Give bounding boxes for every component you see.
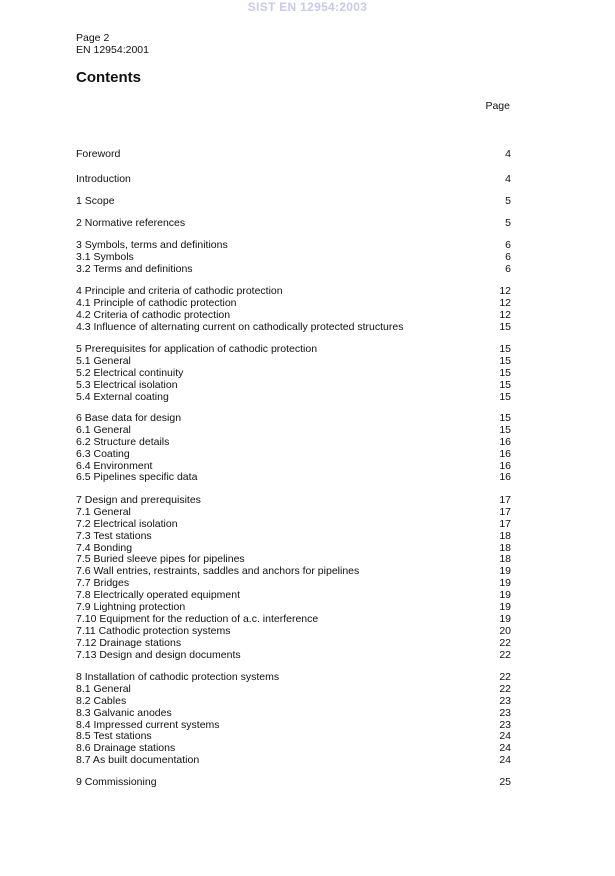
toc-entry[interactable] [76, 696, 511, 708]
toc-section [76, 344, 511, 403]
toc-entry-title: 7.3 Test stations [76, 529, 152, 542]
toc-entry-title: 6.3 Coating [76, 447, 130, 460]
toc-entry-page: 6 [505, 239, 511, 251]
toc-entry[interactable] [76, 368, 511, 380]
toc-section [76, 240, 511, 276]
toc-entry-page: 17 [499, 505, 511, 518]
toc-entry-page: 15 [499, 366, 511, 379]
toc-entry-page: 19 [499, 612, 511, 625]
toc-entry-title: 5.3 Electrical isolation [76, 378, 178, 391]
toc-entry-page: 22 [499, 648, 511, 661]
toc-entry-title: 7.2 Electrical isolation [76, 517, 178, 530]
toc-entry-title: 7.8 Electrically operated equipment [76, 589, 241, 602]
toc-entry-page: 15 [499, 390, 511, 403]
toc-entry-page: 22 [499, 636, 511, 649]
toc-entry[interactable] [76, 392, 511, 404]
toc-section [76, 495, 511, 661]
toc-entry-page: 17 [499, 517, 511, 530]
toc-entry-title: 4.3 Influence of alternating current on cathodically protected structures [76, 320, 404, 333]
toc-entry-title: 4 Principle and criteria of cathodic protection [76, 285, 283, 297]
toc-entry[interactable] [76, 672, 511, 684]
toc-entry-page: 24 [499, 730, 511, 743]
toc-entry-title: 8.2 Cables [76, 694, 127, 707]
toc-entry-page: 15 [499, 320, 511, 333]
toc-entry-page: 16 [499, 471, 511, 484]
page-header [76, 32, 149, 56]
toc-entry-title: 5.2 Electrical continuity [76, 366, 184, 379]
toc-entry-title: 5.4 External coating [76, 390, 169, 403]
toc-entry[interactable] [76, 252, 511, 264]
toc-entry-title: 8.5 Test stations [76, 730, 152, 743]
toc-entry[interactable] [76, 356, 511, 368]
toc-entry-page: 5 [505, 195, 511, 207]
toc-entry-page: 23 [499, 706, 511, 719]
toc-entry-title: 8.1 General [76, 682, 131, 695]
toc-entry[interactable] [76, 566, 511, 578]
standard-id: EN 12954:2001 [76, 44, 149, 56]
watermark: SIST EN 12954:2003 [247, 0, 368, 14]
toc-entry[interactable] [76, 614, 511, 626]
toc-entry-title: 8.7 As built documentation [76, 754, 200, 767]
toc-section [76, 286, 511, 334]
toc-entry[interactable] [76, 495, 511, 507]
toc-entry[interactable] [76, 240, 511, 252]
toc-entry-title: 9 Commissioning [76, 776, 157, 788]
toc-entry-title: 7.4 Bonding [76, 541, 133, 554]
toc-section [76, 218, 511, 230]
toc-entry-page: 17 [499, 494, 511, 506]
toc-entry-title: 4.1 Principle of cathodic protection [76, 296, 237, 309]
toc-entry-page: 6 [505, 262, 511, 275]
toc-entry[interactable] [76, 380, 511, 392]
toc-entry-page: 12 [499, 285, 511, 297]
toc-entry-page: 19 [499, 589, 511, 602]
toc-entry-title: 5 Prerequisites for application of cathodic protection [76, 343, 318, 355]
toc-entry[interactable] [76, 708, 511, 720]
toc-entry[interactable] [76, 218, 511, 230]
toc-section [76, 196, 511, 208]
toc-entry[interactable] [76, 507, 511, 519]
toc-entry-page: 23 [499, 718, 511, 731]
toc-entry-title: 6.1 General [76, 423, 131, 436]
toc-entry-page: 19 [499, 601, 511, 614]
toc-entry-page: 18 [499, 553, 511, 566]
toc-entry-page: 4 [505, 173, 511, 185]
toc-entry-title: 3 Symbols, terms and definitions [76, 239, 228, 251]
toc-entry-page: 15 [499, 412, 511, 424]
toc-section [76, 413, 511, 484]
toc-entry-page: 15 [499, 423, 511, 436]
toc-entry-page: 12 [499, 296, 511, 309]
toc-entry-title: 7.9 Lightning protection [76, 601, 186, 614]
toc-entry-page: 18 [499, 541, 511, 554]
toc-entry-page: 19 [499, 577, 511, 590]
toc-entry-title: 7.12 Drainage stations [76, 636, 182, 649]
toc-entry[interactable] [76, 472, 511, 484]
toc-entry[interactable] [76, 684, 511, 696]
toc-entry-page: 25 [499, 776, 511, 788]
toc-entry-title: 7.13 Design and design documents [76, 648, 241, 661]
toc-entry[interactable] [76, 626, 511, 638]
toc-entry[interactable] [76, 425, 511, 437]
toc-entry[interactable] [76, 755, 511, 767]
toc-entry-page: 6 [505, 250, 511, 263]
toc-entry-title: 5.1 General [76, 354, 131, 367]
toc-section [76, 777, 511, 789]
toc-entry-page: 16 [499, 459, 511, 472]
toc-entry[interactable] [76, 196, 511, 208]
toc-entry-title: Introduction [76, 173, 131, 185]
toc-entry-title: 7.1 General [76, 505, 131, 518]
toc-entry-title: Foreword [76, 148, 121, 160]
toc-entry-title: 3.2 Terms and definitions [76, 262, 193, 275]
toc-entry-page: 15 [499, 378, 511, 391]
toc-entry-title: 1 Scope [76, 195, 115, 207]
toc-entry[interactable] [76, 650, 511, 662]
toc-entry-page: 22 [499, 682, 511, 695]
toc-entry[interactable] [76, 638, 511, 650]
toc-entry-page: 12 [499, 308, 511, 321]
toc-entry[interactable] [76, 531, 511, 543]
toc-entry[interactable] [76, 264, 511, 276]
toc-entry[interactable] [76, 298, 511, 310]
toc-entry[interactable] [76, 449, 511, 461]
toc-entry-page: 23 [499, 694, 511, 707]
toc-section [76, 174, 511, 186]
toc-entry-title: 8 Installation of cathodic protection systems [76, 671, 280, 683]
toc-entry-page: 4 [505, 148, 511, 160]
toc-entry-page: 22 [499, 671, 511, 683]
toc-entry-page: 16 [499, 447, 511, 460]
toc-entry-title: 7 Design and prerequisites [76, 494, 201, 506]
toc-entry-title: 7.10 Equipment for the reduction of a.c. interference [76, 612, 319, 625]
toc-entry-page: 24 [499, 742, 511, 755]
toc-entry-title: 7.7 Bridges [76, 577, 130, 590]
toc-entry-title: 6.4 Environment [76, 459, 153, 472]
toc-entry-title: 7.11 Cathodic protection systems [76, 624, 231, 637]
toc-entry-title: 6 Base data for design [76, 412, 182, 424]
toc-entry[interactable] [76, 413, 511, 425]
page-column-label: Page [485, 100, 510, 112]
toc-entry-page: 15 [499, 343, 511, 355]
toc-entry[interactable] [76, 777, 511, 789]
toc-entry-page: 20 [499, 624, 511, 637]
toc-section [76, 149, 511, 161]
toc-entry-title: 6.5 Pipelines specific data [76, 471, 198, 484]
toc-entry[interactable] [76, 149, 511, 161]
toc-entry[interactable] [76, 310, 511, 322]
toc-entry-page: 24 [499, 754, 511, 767]
toc-entry[interactable] [76, 174, 511, 186]
toc-entry[interactable] [76, 344, 511, 356]
toc-entry-title: 4.2 Criteria of cathodic protection [76, 308, 231, 321]
toc-entry-title: 3.1 Symbols [76, 250, 134, 263]
toc-entry-title: 8.4 Impressed current systems [76, 718, 220, 731]
toc-entry-title: 8.6 Drainage stations [76, 742, 176, 755]
toc-entry[interactable] [76, 322, 511, 334]
toc-entry-page: 15 [499, 354, 511, 367]
toc-section [76, 672, 511, 767]
toc-entry-page: 16 [499, 435, 511, 448]
toc-entry-page: 19 [499, 565, 511, 578]
page-number: Page 2 [76, 32, 110, 44]
toc-entry-title: 8.3 Galvanic anodes [76, 706, 172, 719]
toc-entry-title: 7.6 Wall entries, restraints, saddles and anchors for pipelines [76, 565, 360, 578]
toc-entry-title: 6.2 Structure details [76, 435, 170, 448]
toc-entry-page: 18 [499, 529, 511, 542]
toc-entry-page: 5 [505, 217, 511, 229]
toc-entry-title: 2 Normative references [76, 217, 186, 229]
toc-entry[interactable] [76, 519, 511, 531]
toc-entry-title: 7.5 Buried sleeve pipes for pipelines [76, 553, 245, 566]
toc-entry[interactable] [76, 437, 511, 449]
page-title: Contents [76, 69, 141, 86]
